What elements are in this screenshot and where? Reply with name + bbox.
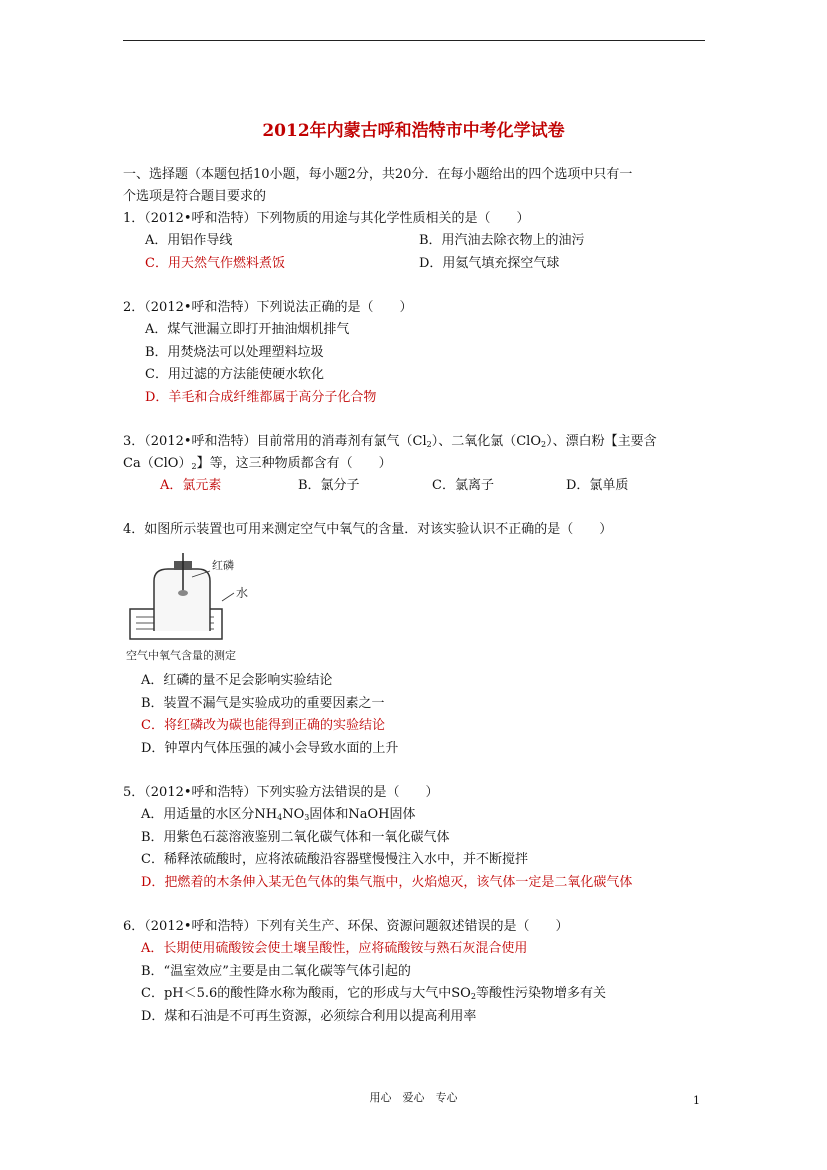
question-6-option-d: D．煤和石油是不可再生资源，必须综合利用以提高利用率 <box>141 1009 477 1024</box>
question-4-option-c: C．将红磷改为碳也能得到正确的实验结论 <box>141 718 385 733</box>
question-1-option-c: C．用天然气作燃料煮饭 <box>145 256 285 271</box>
question-2-option-a: A．煤气泄漏立即打开抽油烟机排气 <box>145 322 350 337</box>
question-5-option-c: C．稀释浓硫酸时，应将浓硫酸沿容器壁慢慢注入水中，并不断搅拌 <box>141 852 528 867</box>
question-3-option-d: D．氯单质 <box>566 478 629 493</box>
question-5-option-a: A．用适量的水区分$NH_4NO_3$固体和NaOH固体 <box>141 807 416 822</box>
question-5-stem: 5．（2012•呼和浩特）下列实验方法错误的是（ ） <box>123 785 439 800</box>
question-3-option-a: A．氯元素 <box>160 478 222 493</box>
question-2-option-b: B．用焚烧法可以处理塑料垃圾 <box>145 345 324 360</box>
question-1-stem: 1．（2012•呼和浩特）下列物质的用途与其化学性质相关的是（ ） <box>123 211 530 226</box>
question-4-option-b: B．装置不漏气是实验成功的重要因素之一 <box>141 696 385 711</box>
question-3-option-c: C．氯离子 <box>432 478 494 493</box>
question-6-option-a: A．长期使用硫酸铵会使土壤呈酸性，应将硫酸铵与熟石灰混合使用 <box>141 941 528 956</box>
question-3-option-b: B．氯分子 <box>298 478 360 493</box>
page-footer: 用心 爱心 专心 <box>369 1091 458 1104</box>
question-2-stem: 2．（2012•呼和浩特）下列说法正确的是（ ） <box>123 300 413 315</box>
question-3-stem-line2: $Ca(ClO)_2$】等，这三种物质都含有（ ） <box>123 456 392 471</box>
question-6-stem: 6．（2012•呼和浩特）下列有关生产、环保、资源问题叙述错误的是（ ） <box>123 919 569 934</box>
question-2-option-d: D．羊毛和合成纤维都属于高分子化合物 <box>145 390 377 405</box>
section-intro-line1: 一、选择题（本题包括10小题，每小题2分，共20分．在每小题给出的四个选项中只有一 <box>123 167 633 182</box>
question-2-option-c: C．用过滤的方法能使硬水软化 <box>145 367 324 382</box>
question-4-option-d: D．钟罩内气体压强的减小会导致水面的上升 <box>141 741 399 756</box>
question-1-option-b: B．用汽油去除衣物上的油污 <box>419 233 585 248</box>
figure-label-phosphorus: 红磷 <box>212 559 234 572</box>
question-5-option-d: D．把燃着的木条伸入某无色气体的集气瓶中，火焰熄灭，该气体一定是二氧化碳气体 <box>141 875 633 890</box>
question-4-option-a: A．红磷的量不足会影响实验结论 <box>141 673 333 688</box>
question-6-option-c: C．pH＜5.6的酸性降水称为酸雨，它的形成与大气中$SO_2$等酸性污染物增多有关 <box>141 986 606 1001</box>
question-5-option-b: B．用紫色石蕊溶液鉴别二氧化碳气体和一氧化碳气体 <box>141 830 450 845</box>
question-6-option-b: B．“温室效应”主要是由二氧化碳等气体引起的 <box>141 964 411 979</box>
question-4-stem: 4．如图所示装置也可用来测定空气中氧气的含量．对该实验认识不正确的是（ ） <box>123 522 613 537</box>
page-number: 1 <box>693 1094 700 1107</box>
question-1-option-a: A．用铝作导线 <box>145 233 233 248</box>
exam-title: 2012年内蒙古呼和浩特市中考化学试卷 <box>262 121 565 141</box>
header-rule <box>123 40 705 41</box>
question-1-option-d: D．用氦气填充探空气球 <box>419 256 560 271</box>
figure-caption: 空气中氧气含量的测定 <box>126 649 236 662</box>
section-intro-line2: 个选项是符合题目要求的 <box>123 189 267 204</box>
figure-label-water: 水 <box>236 586 249 600</box>
question-3-stem: 3．（2012•呼和浩特）目前常用的消毒剂有氯气$(Cl_2)$、二氧化氯（ClO$_2$）、漂白粉【主要含 <box>123 434 657 449</box>
